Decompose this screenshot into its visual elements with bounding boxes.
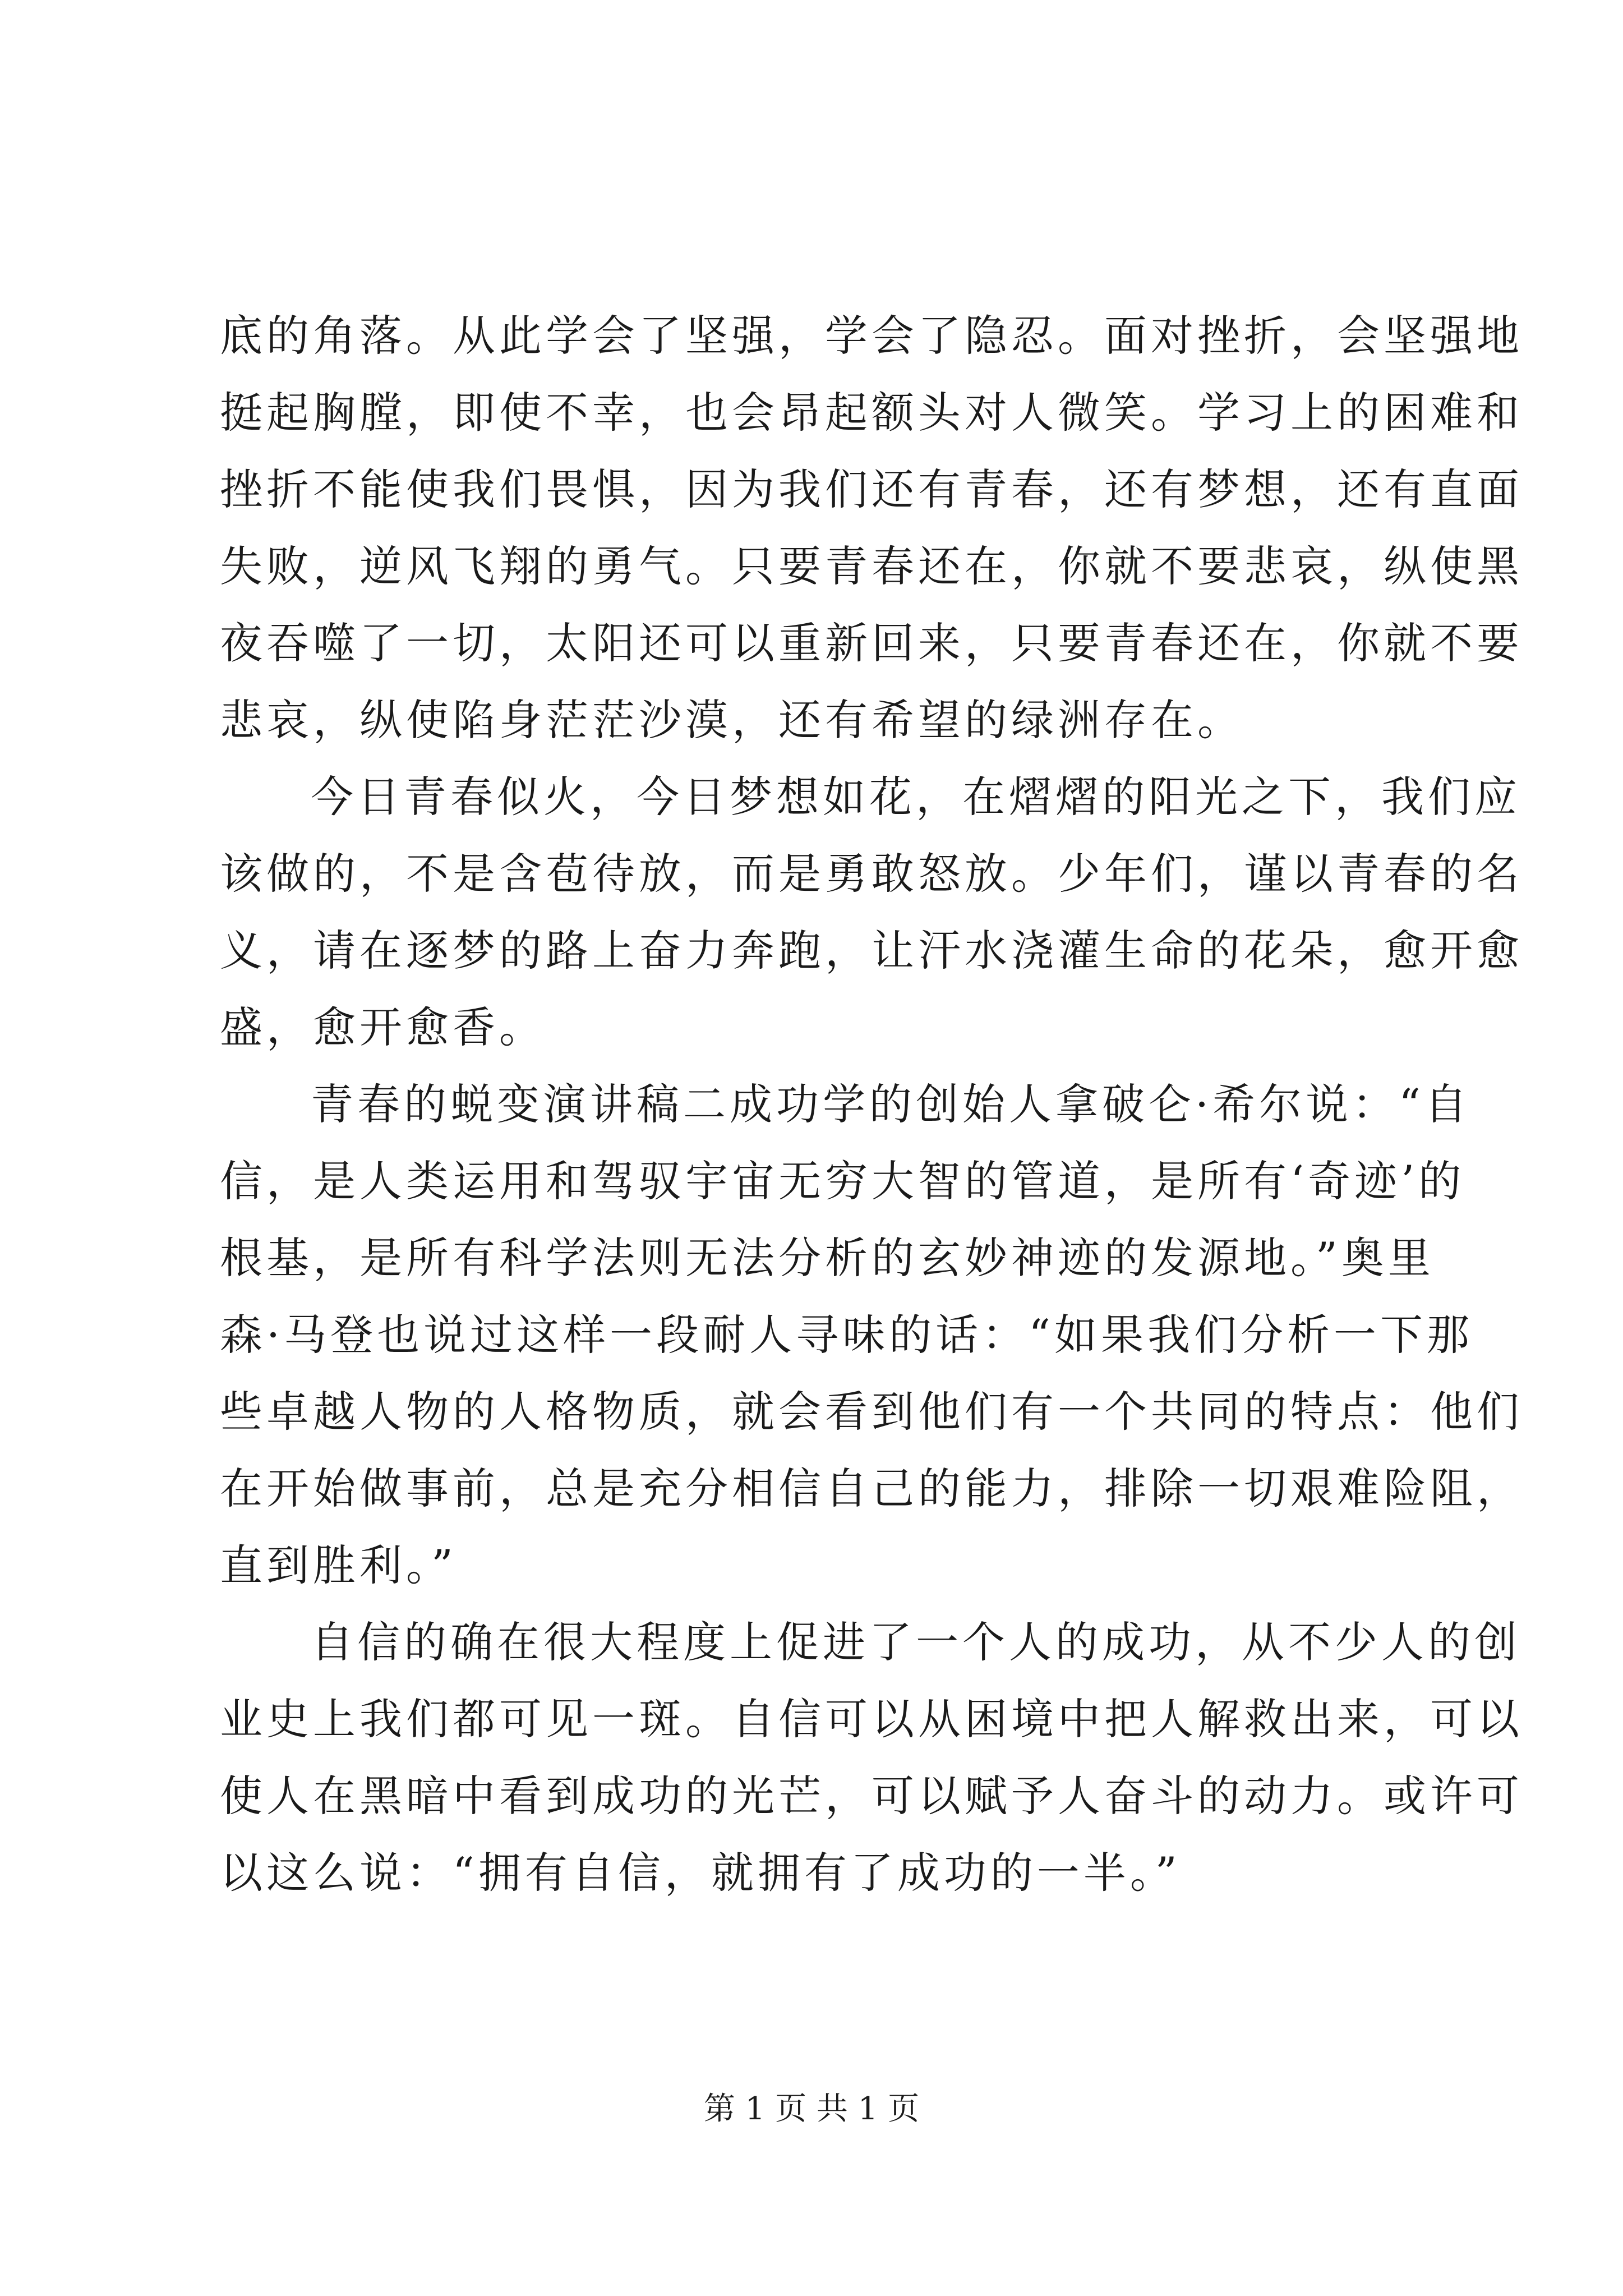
text-line: 失败，逆风飞翔的勇气。只要青春还在，你就不要悲哀，纵使黑 (220, 541, 1523, 591)
paragraph-first-line: 青春的蜕变演讲稿二成功学的创始人拿破仑·希尔说：“自 (311, 1079, 1472, 1129)
text-line: 根基，是所有科学法则无法分析的玄妙神迹的发源地。”奥里 (220, 1233, 1435, 1283)
text-line: 挺起胸膛，即使不幸，也会昂起额头对人微笑。学习上的困难和 (220, 388, 1523, 438)
text-line: 些卓越人物的人格物质，就会看到他们有一个共同的特点：他们 (220, 1387, 1523, 1437)
page-footer (0, 2087, 1623, 2132)
text-line: 夜吞噬了一切，太阳还可以重新回来，只要青春还在，你就不要 (220, 618, 1523, 668)
text-line: 使人在黑暗中看到成功的光芒，可以赋予人奋斗的动力。或许可 (220, 1771, 1523, 1821)
text-line: 悲哀，纵使陷身茫茫沙漠，还有希望的绿洲存在。 (220, 695, 1244, 745)
text-line: 挫折不能使我们畏惧，因为我们还有青春，还有梦想，还有直面 (220, 464, 1523, 514)
paragraph-first-line: 今日青春似火，今日梦想如花，在熠熠的阳光之下，我们应 (311, 772, 1521, 822)
text-line: 森·马登也说过这样一段耐人寻味的话：“如果我们分析一下那 (220, 1310, 1474, 1360)
text-line: 信，是人类运用和驾驭宇宙无穷大智的管道，是所有‘奇迹’的 (220, 1156, 1465, 1206)
text-line: 以这么说：“拥有自信，就拥有了成功的一半。” (220, 1848, 1181, 1898)
text-line: 底的角落。从此学会了坚强，学会了隐忍。面对挫折，会坚强地 (220, 311, 1523, 361)
paragraph-first-line: 自信的确在很大程度上促进了一个人的成功，从不少人的创 (311, 1617, 1521, 1667)
text-line: 在开始做事前，总是充分相信自己的能力，排除一切艰难险阻， (220, 1464, 1523, 1513)
text-line: 该做的，不是含苞待放，而是勇敢怒放。少年们，谨以青春的名 (220, 849, 1523, 899)
text-line: 盛，愈开愈香。 (220, 1002, 546, 1052)
page-number-label: 第 1 页 共 1 页 (703, 2091, 920, 2127)
text-line: 义，请在逐梦的路上奋力奔跑，让汗水浇灌生命的花朵，愈开愈 (220, 926, 1523, 976)
text-line: 业史上我们都可见一斑。自信可以从困境中把人解救出来，可以 (220, 1694, 1523, 1744)
text-line: 直到胜利。” (220, 1540, 457, 1590)
body-text (220, 297, 1523, 1911)
